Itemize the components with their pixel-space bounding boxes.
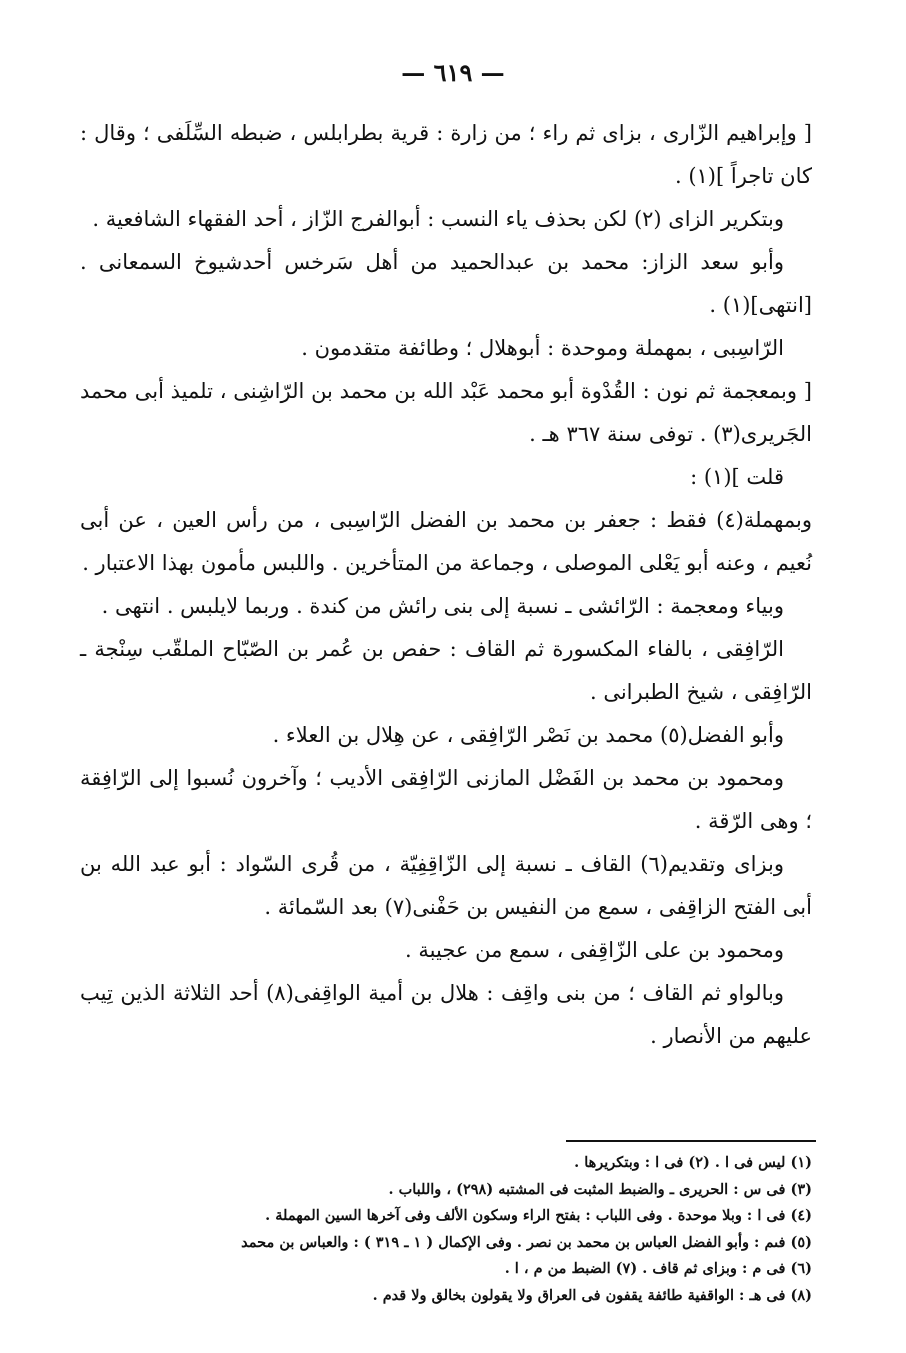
page-number: — ٦١٩ — — [401, 58, 505, 87]
footnote: (١) ليس فى ا . (٢) فى ا : وبتكريرها . — [574, 1154, 812, 1171]
paragraph: وبياء ومعجمة : الرّائشى ـ نسبة إلى بنى رائش من كندة . وربما لايلبس . انتهى . — [101, 594, 784, 618]
footnote: (٣) فى س : الحريرى ـ والضبط المثبت فى المشتبه (٢٩٨) ، واللباب . — [388, 1180, 812, 1198]
paragraph: قلت ](١) : — [690, 465, 784, 489]
paragraph: وبزاى وتقديم(٦) القاف ـ نسبة إلى الزّاقِفِيّة ، من قُرى السّواد : أبو عبد الله بن أبى الفتح الزاقِفى ، سمع من النفيس بن حَفْنى(٧) بعد السّمائة . — [80, 852, 812, 919]
paragraph: وبالواو ثم القاف ؛ من بنى واقِف : هلال بن أمية الواقِفى(٨) أحد الثلاثة الذين تِيب عليهم من الأنصار . — [80, 981, 812, 1048]
paragraph: وبمهملة(٤) فقط : جعفر بن محمد بن الفضل الرّاسِبى ، من رأس العين ، عن أبى نُعيم ، وعنه أبو يَعْلى الموصلى ، وجماعة من المتأخرين . واللبس مأمون بهذا الاعتبار . — [80, 508, 812, 575]
paragraph: وأبو سعد الزاز: محمد بن عبدالحميد من أهل سَرخس أحدشيوخ السمعانى . [انتهى](١) . — [80, 250, 812, 317]
footnote: (٦) فى م : وبزاى ثم قاف . (٧) الضبط من م ، ا . — [504, 1260, 812, 1277]
footnotes — [90, 1150, 812, 1309]
paragraph: ومحمود بن على الزّاقِفى ، سمع من عجيبة . — [405, 938, 784, 962]
paragraph: الرّافِقى ، بالفاء المكسورة ثم القاف : حفص بن عُمر بن الصّبّاح الملقّب سِنْجة ـ الرّافِقى ، شيخ الطبرانى . — [80, 637, 812, 704]
footnote: (٥) فىم : وأبو الفضل العباس بن محمد بن نصر . وفى الإكمال ( ١ ـ ٣١٩ ) : والعباس بن محمد — [241, 1233, 812, 1251]
footnote: (٤) فى ا : وبلا موحدة . وفى اللباب : بفتح الراء وسكون الألف وفى آخرها السين المهملة . — [265, 1207, 812, 1224]
paragraph: ومحمود بن محمد بن الفَضْل المازنى الرّافِقى الأديب ؛ وآخرون نُسبوا إلى الرّافِقة ؛ وهى الرّقة . — [80, 766, 812, 833]
main-text — [80, 112, 812, 1058]
paragraph: الرّاسِبى ، بمهملة وموحدة : أبوهلال ؛ وطائفة متقدمون . — [301, 336, 784, 360]
footnote-divider — [566, 1140, 816, 1142]
paragraph: وأبو الفضل(٥) محمد بن نَصْر الرّافِقى ، عن هِلال بن العلاء . — [272, 723, 784, 747]
paragraph: [ وبمعجمة ثم نون : القُدْوة أبو محمد عَبْد الله بن محمد بن الرّاشِنى ، تلميذ أبى محمد الجَريرى(٣) . توفى سنة ٣٦٧ هـ . — [80, 379, 812, 446]
paragraph: وبتكرير الزاى (٢) لكن بحذف ياء النسب : أبوالفرج الزّاز ، أحد الفقهاء الشافعية . — [92, 207, 784, 231]
paragraph: [ وإبراهيم الزّارى ، بزاى ثم راء ؛ من زارة : قرية بطرابلس ، ضبطه السِّلَفى ؛ وقال : كان تاجراً ](١) . — [80, 121, 812, 188]
footnote: (٨) فى هـ : الواقفية طائفة يقفون فى العراق ولا يقولون بخالق ولا قدم . — [372, 1286, 812, 1304]
